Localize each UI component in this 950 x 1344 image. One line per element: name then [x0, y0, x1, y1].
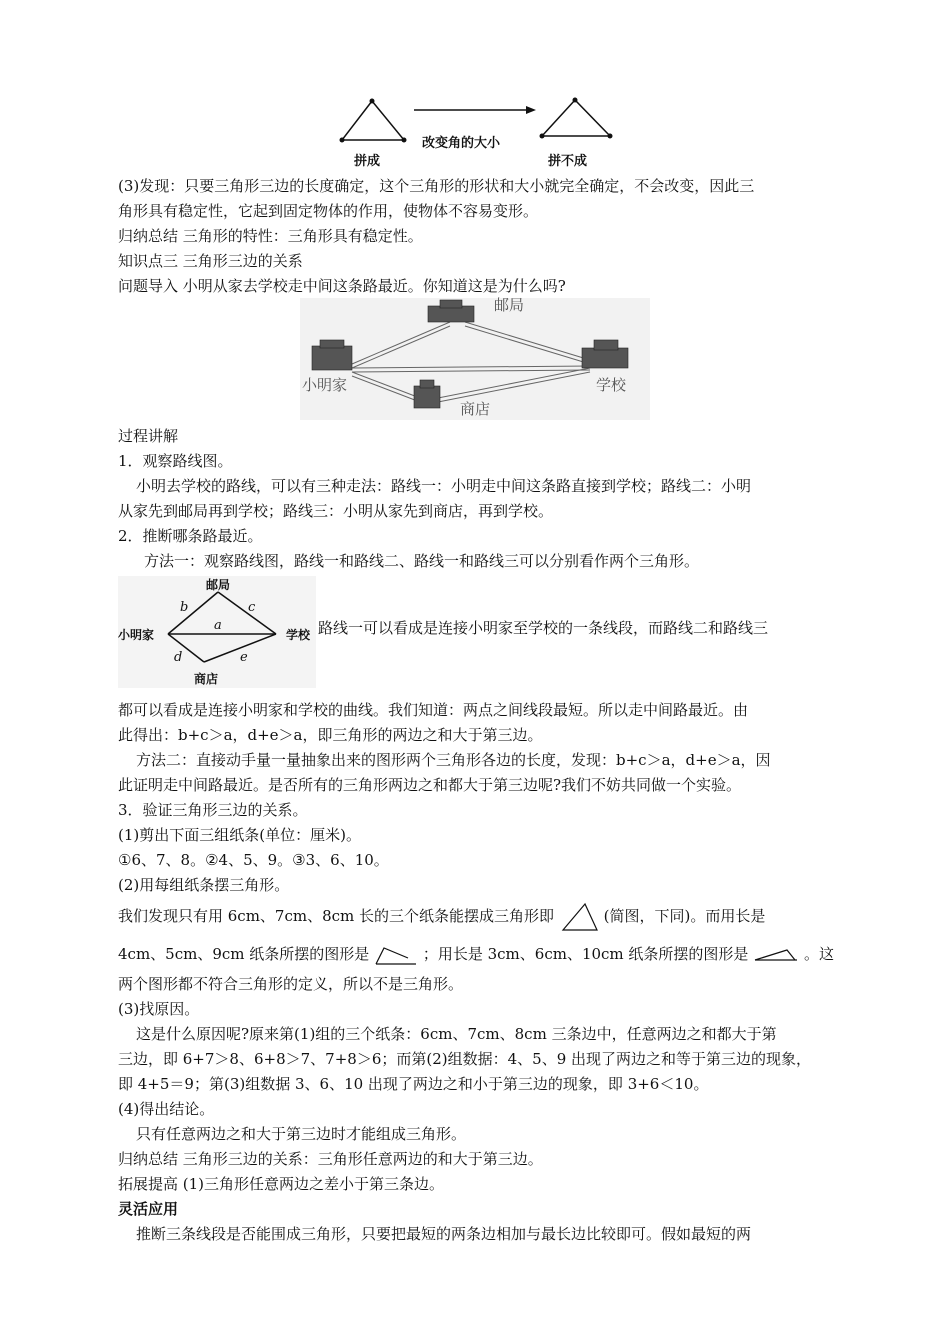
diagram-label-home: 小明家 — [118, 628, 155, 642]
para-definition: 两个图形都不符合三角形的定义，所以不是三角形。 — [118, 975, 464, 993]
method-two-1: 方法二：直接动手量一量抽象出来的图形两个三角形各边的长度，发现：b+c＞a，d+e＞a，因 — [136, 751, 771, 769]
strip-groups: ①6、7、8。②4、5、9。③3、6、10。 — [118, 851, 389, 869]
para-routes-2: 从家先到邮局再到学校；路线三：小明从家先到商店，再到学校。 — [118, 502, 554, 520]
make-triangles: (2)用每组纸条摆三角形。 — [118, 876, 290, 894]
arrow-label: 改变角的大小 — [422, 136, 501, 151]
conclusion: 只有任意两边之和大于第三边时才能组成三角形。 — [136, 1125, 467, 1143]
step-2: 2．推断哪条路最近。 — [118, 527, 263, 545]
conclusion-heading: (4)得出结论。 — [118, 1100, 215, 1118]
find-reason: (3)找原因。 — [118, 1000, 200, 1018]
reason-3: 即 4+5＝9；第(3)组数据 3、6、10 出现了两边之和小于第三边的现象，即 3+6＜10。 — [118, 1075, 709, 1093]
summary-stability: 归纳总结 三角形的特性：三角形具有稳定性。 — [118, 227, 423, 245]
diagram-segment-b: b — [180, 600, 189, 615]
diagram-label-school: 学校 — [286, 628, 311, 642]
found-text-a: 我们发现只有用 6cm、7cm、8cm 长的三个纸条能摆成三角形即 — [118, 907, 555, 925]
section-heading-3: 知识点三 三角形三边的关系 — [118, 252, 303, 270]
para-discovery-2: 角形具有稳定性，它起到固定物体的作用，使物体不容易变形。 — [118, 202, 539, 220]
extension: 拓展提高 (1)三角形任意两边之差小于第三条边。 — [118, 1175, 445, 1193]
para-discovery-1: (3)发现：只要三角形三边的长度确定，这个三角形的形状和大小就完全确定，不会改变，因此三 — [118, 177, 755, 195]
diagram-segment-c: c — [248, 600, 256, 615]
reason-2: 三边，即 6+7＞8、6+8＞7、7+8＞6；而第(2)组数据：4、5、9 出现了两边之和等于第三边的现象， — [118, 1050, 812, 1068]
summary-sides: 归纳总结 三角形三边的关系：三角形任意两边的和大于第三边。 — [118, 1150, 543, 1168]
application-para: 推断三条线段是否能围成三角形，只要把最短的两条边相加与最长边比较即可。假如最短的两 — [136, 1225, 752, 1243]
para-routes-1: 小明去学校的路线，可以有三种走法：路线一：小明走中间这条路直接到学校；路线二：小明 — [136, 477, 752, 495]
triangle-stability-figure — [330, 92, 620, 172]
process-heading: 过程讲解 — [118, 427, 179, 445]
diagram-segment-d: d — [174, 650, 183, 665]
map-label-home: 小明家 — [302, 376, 348, 394]
step-1: 1．观察路线图。 — [118, 452, 233, 470]
question-intro: 问题导入 小明从家去学校走中间这条路最近。你知道这是为什么吗? — [118, 277, 566, 295]
method-two-2: 此证明走中间路最近。是否所有的三角形两边之和都大于第三边呢?我们不妨共同做一个实验。 — [118, 776, 742, 794]
found-text-b: (简图，下同)。而用长是 — [603, 907, 766, 925]
diagram-segment-e: e — [240, 650, 248, 665]
diagram-label-shop: 商店 — [194, 672, 219, 686]
cut-strips: (1)剪出下面三组纸条(单位：厘米)。 — [118, 826, 361, 844]
map-label-post: 邮局 — [494, 296, 525, 314]
diagram-segment-a: a — [214, 618, 222, 633]
para-found-triangle — [118, 902, 765, 932]
map-label-shop: 商店 — [460, 400, 491, 418]
para-shortest-2: 此得出：b+c＞a，d+e＞a，即三角形的两边之和大于第三边。 — [118, 726, 543, 744]
diagram-label-post: 邮局 — [206, 578, 231, 592]
sketch-triangle-icon — [559, 902, 599, 932]
step-3: 3．验证三角形三边的关系。 — [118, 801, 308, 819]
para-route-one: 路线一可以看成是连接小明家至学校的一条线段，而路线二和路线三 — [318, 619, 769, 637]
not-tri-text-c: 。这 — [804, 945, 835, 963]
left-triangle-label: 拼成 — [354, 154, 381, 169]
route-diagram — [118, 576, 316, 688]
para-shortest-1: 都可以看成是连接小明家和学校的曲线。我们知道：两点之间线段最短。所以走中间路最近。由 — [118, 701, 749, 719]
sketch-flat-shape-icon — [374, 944, 418, 966]
para-not-triangles — [118, 944, 834, 966]
route-map-figure — [300, 298, 650, 420]
not-tri-text-b: ；用长是 3cm、6cm、10cm 纸条所摆的图形是 — [422, 945, 749, 963]
right-triangle-label: 拼不成 — [548, 154, 588, 169]
reason-1: 这是什么原因呢?原来第(1)组的三个纸条：6cm、7cm、8cm 三条边中，任意两边之和都大于第 — [136, 1025, 777, 1043]
map-label-school: 学校 — [596, 376, 627, 394]
flexible-application-heading: 灵活应用 — [118, 1200, 179, 1218]
not-tri-text-a: 4cm、5cm、9cm 纸条所摆的图形是 — [118, 945, 370, 963]
method-one: 方法一：观察路线图，路线一和路线二、路线一和路线三可以分别看作两个三角形。 — [144, 552, 700, 570]
sketch-open-shape-icon — [753, 946, 799, 964]
